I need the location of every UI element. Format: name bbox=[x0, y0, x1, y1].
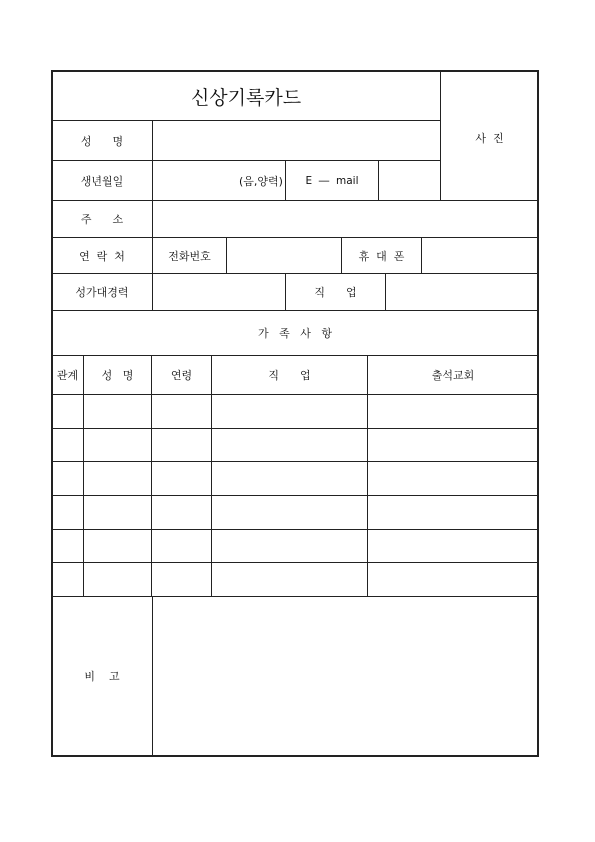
family-job-cell[interactable] bbox=[212, 496, 367, 529]
divider bbox=[52, 394, 538, 395]
job-field[interactable] bbox=[386, 274, 538, 310]
job-label: 직 업 bbox=[314, 286, 357, 299]
mobile-field[interactable] bbox=[422, 238, 538, 273]
family-relation-cell[interactable] bbox=[52, 429, 83, 461]
family-col-age: 연령 bbox=[170, 369, 193, 382]
border-bottom bbox=[51, 755, 539, 757]
divider bbox=[52, 461, 538, 462]
divider bbox=[440, 71, 441, 201]
border-top bbox=[51, 70, 539, 72]
photo-label: 사 진 bbox=[475, 132, 504, 145]
remarks-label: 비 고 bbox=[84, 670, 120, 683]
email-label: E ― mail bbox=[305, 174, 359, 187]
divider bbox=[378, 160, 379, 201]
divider bbox=[151, 355, 152, 597]
family-relation-cell[interactable] bbox=[52, 563, 83, 596]
family-job-cell[interactable] bbox=[212, 563, 367, 596]
divider bbox=[421, 237, 422, 274]
divider bbox=[367, 355, 368, 597]
divider bbox=[52, 310, 538, 311]
divider bbox=[52, 428, 538, 429]
divider bbox=[285, 273, 286, 311]
divider bbox=[152, 596, 153, 756]
family-church-cell[interactable] bbox=[368, 563, 538, 596]
family-name-cell[interactable] bbox=[84, 395, 151, 428]
divider bbox=[52, 237, 538, 238]
phone-label: 전화번호 bbox=[168, 249, 211, 263]
divider bbox=[52, 273, 538, 274]
family-relation-cell[interactable] bbox=[52, 530, 83, 562]
family-church-cell[interactable] bbox=[368, 395, 538, 428]
address-label: 주 소 bbox=[80, 213, 124, 226]
divider bbox=[52, 495, 538, 496]
family-name-cell[interactable] bbox=[84, 496, 151, 529]
remarks-field[interactable] bbox=[153, 597, 538, 755]
divider bbox=[52, 200, 538, 201]
family-relation-cell[interactable] bbox=[52, 395, 83, 428]
divider bbox=[52, 355, 538, 356]
family-col-name: 성 명 bbox=[101, 369, 134, 382]
email-field[interactable] bbox=[379, 161, 440, 200]
family-relation-cell[interactable] bbox=[52, 462, 83, 495]
family-col-church: 출석교회 bbox=[431, 369, 475, 382]
divider bbox=[226, 237, 227, 274]
family-relation-cell[interactable] bbox=[52, 496, 83, 529]
family-age-cell[interactable] bbox=[152, 462, 211, 495]
family-age-cell[interactable] bbox=[152, 530, 211, 562]
mobile-label: 휴 대 폰 bbox=[358, 249, 405, 263]
divider bbox=[341, 237, 342, 274]
family-age-cell[interactable] bbox=[152, 395, 211, 428]
career-label: 성가대경력 bbox=[75, 286, 129, 299]
border-right bbox=[537, 70, 539, 757]
calendar-note: (음,양력) bbox=[239, 174, 283, 188]
name-field[interactable] bbox=[153, 121, 440, 160]
phone-field[interactable] bbox=[227, 238, 341, 273]
family-job-cell[interactable] bbox=[212, 395, 367, 428]
contact-label: 연 락 처 bbox=[79, 249, 125, 263]
divider bbox=[211, 355, 212, 597]
family-age-cell[interactable] bbox=[152, 496, 211, 529]
family-name-cell[interactable] bbox=[84, 462, 151, 495]
family-name-cell[interactable] bbox=[84, 530, 151, 562]
family-job-cell[interactable] bbox=[212, 530, 367, 562]
family-col-relation: 관계 bbox=[56, 369, 79, 382]
family-age-cell[interactable] bbox=[152, 563, 211, 596]
divider bbox=[52, 562, 538, 563]
divider bbox=[152, 200, 153, 311]
family-job-cell[interactable] bbox=[212, 462, 367, 495]
divider bbox=[52, 120, 440, 121]
family-church-cell[interactable] bbox=[368, 462, 538, 495]
divider bbox=[385, 273, 386, 311]
family-age-cell[interactable] bbox=[152, 429, 211, 461]
name-label: 성 명 bbox=[80, 134, 124, 148]
family-church-cell[interactable] bbox=[368, 496, 538, 529]
divider bbox=[152, 120, 153, 201]
divider bbox=[285, 160, 286, 201]
birth-label: 생년월일 bbox=[80, 174, 124, 188]
birth-field[interactable] bbox=[153, 161, 238, 200]
career-field[interactable] bbox=[153, 274, 285, 310]
family-church-cell[interactable] bbox=[368, 530, 538, 562]
divider bbox=[52, 160, 440, 161]
border-left bbox=[51, 70, 53, 757]
family-job-cell[interactable] bbox=[212, 429, 367, 461]
address-field[interactable] bbox=[153, 201, 538, 237]
family-name-cell[interactable] bbox=[84, 563, 151, 596]
form-title: 신상기록카드 bbox=[190, 86, 302, 109]
divider bbox=[52, 596, 538, 597]
divider bbox=[52, 529, 538, 530]
family-church-cell[interactable] bbox=[368, 429, 538, 461]
family-name-cell[interactable] bbox=[84, 429, 151, 461]
family-col-job: 직 업 bbox=[268, 369, 311, 382]
divider bbox=[83, 355, 84, 597]
family-header: 가 족 사 항 bbox=[258, 327, 332, 340]
